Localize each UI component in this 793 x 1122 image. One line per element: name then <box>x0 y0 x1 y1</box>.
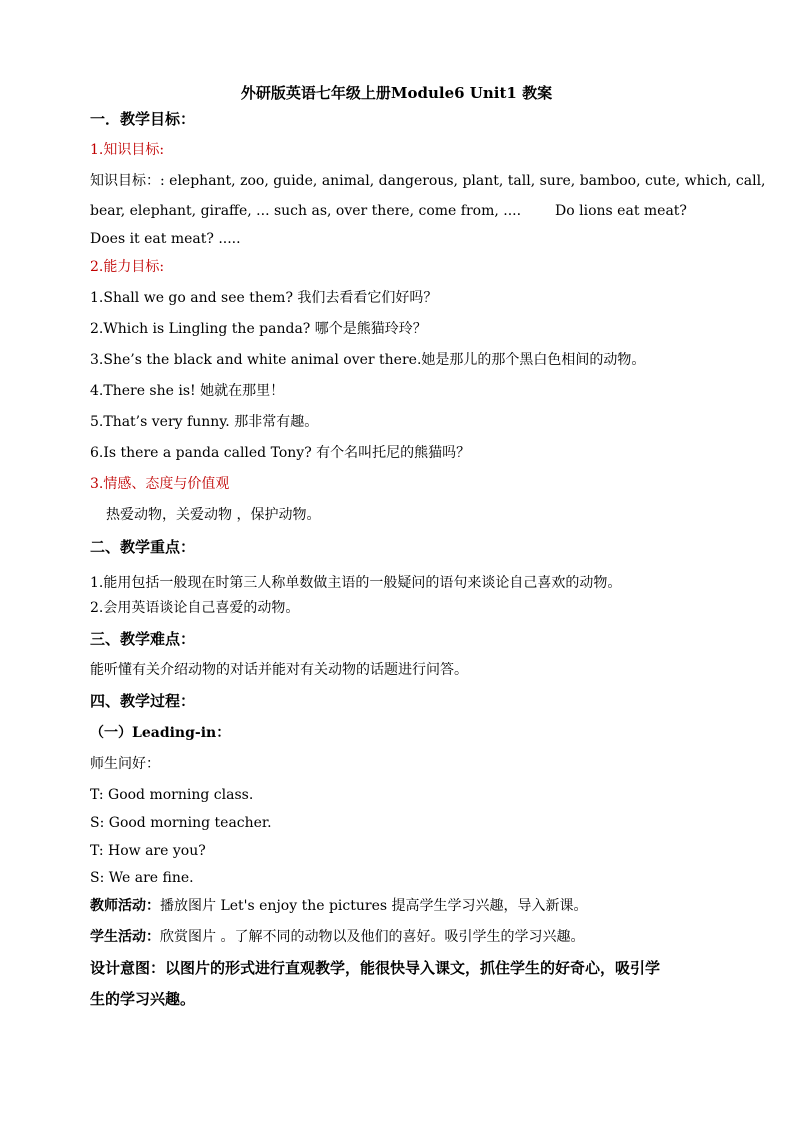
dialogue-line: T: How are you? <box>90 843 206 859</box>
teacher-activity-text: 播放图片 Let's enjoy the pictures 提高学生学习兴趣，导入新课。 <box>160 898 588 914</box>
dialogue-line: S: We are fine. <box>90 870 194 886</box>
ability-item: 4.There she is! 她就在那里！ <box>90 383 285 399</box>
section-heading-objectives: 一．教学目标： <box>90 110 196 128</box>
ability-item: 6.Is there a panda called Tony? 有个名叫托尼的熊猫吗？ <box>90 445 471 461</box>
knowledge-vocab: bear, elephant, giraffe, ... such as, over there, come from, .... <box>90 203 522 219</box>
section-heading-process: 四、教学过程： <box>90 692 196 710</box>
knowledge-question: Do lions eat meat? <box>555 203 687 219</box>
ability-goal-heading: 2.能力目标: <box>90 259 165 275</box>
ability-item: 3.She’s the black and white animal over there.她是那儿的那个黑白色相间的动物。 <box>90 352 646 368</box>
student-activity-text: 欣赏图片 。了解不同的动物以及他们的喜好。吸引学生的学习兴趣。 <box>160 929 585 945</box>
emotion-goal-heading: 3.情感、态度与价值观 <box>90 476 230 492</box>
ability-item: 5.That’s very funny. 那非常有趣。 <box>90 414 319 430</box>
design-intent-line-2: 生的学习兴趣。 <box>90 990 196 1008</box>
section-heading-key-points: 二、教学重点： <box>90 538 196 556</box>
greeting-label: 师生问好： <box>90 756 160 772</box>
student-activity <box>90 928 584 946</box>
teacher-activity-label: 教师活动： <box>90 898 160 914</box>
key-point-item: 1.能用包括一般现在时第三人称单数做主语的一般疑问的语句来谈论自己喜欢的动物。 <box>90 575 622 591</box>
difficulty-text: 能听懂有关介绍动物的对话并能对有关动物的话题进行问答。 <box>90 662 468 678</box>
teacher-activity <box>90 897 587 915</box>
dialogue-line: S: Good morning teacher. <box>90 815 272 831</box>
design-intent-line-1: 设计意图：以图片的形式进行直观教学，能很快导入课文，抓住学生的好奇心，吸引学 <box>90 959 661 977</box>
knowledge-goal-line-2 <box>90 202 687 220</box>
dialogue-line: T: Good morning class. <box>90 787 254 803</box>
leading-in-heading: （一）Leading-in： <box>90 725 231 741</box>
knowledge-goal-line-1: 知识目标：: elephant, zoo, guide, animal, dangerous, plant, tall, sure, bamboo, cute, which, call, <box>90 173 766 189</box>
ability-item: 2.Which is Lingling the panda? 哪个是熊猫玲玲？ <box>90 321 427 337</box>
section-heading-difficulty: 三、教学难点： <box>90 630 196 648</box>
student-activity-label: 学生活动： <box>90 929 160 945</box>
knowledge-goal-heading: 1.知识目标: <box>90 142 165 158</box>
emotion-goal-text: 热爱动物，关爱动物 ，保护动物。 <box>106 507 321 523</box>
knowledge-goal-line-3: Does it eat meat? ..... <box>90 231 241 247</box>
ability-item: 1.Shall we go and see them? 我们去看看它们好吗？ <box>90 290 438 306</box>
document-title: 外研版英语七年级上册Module6 Unit1 教案 <box>240 84 553 102</box>
key-point-item: 2.会用英语谈论自己喜爱的动物。 <box>90 600 300 616</box>
